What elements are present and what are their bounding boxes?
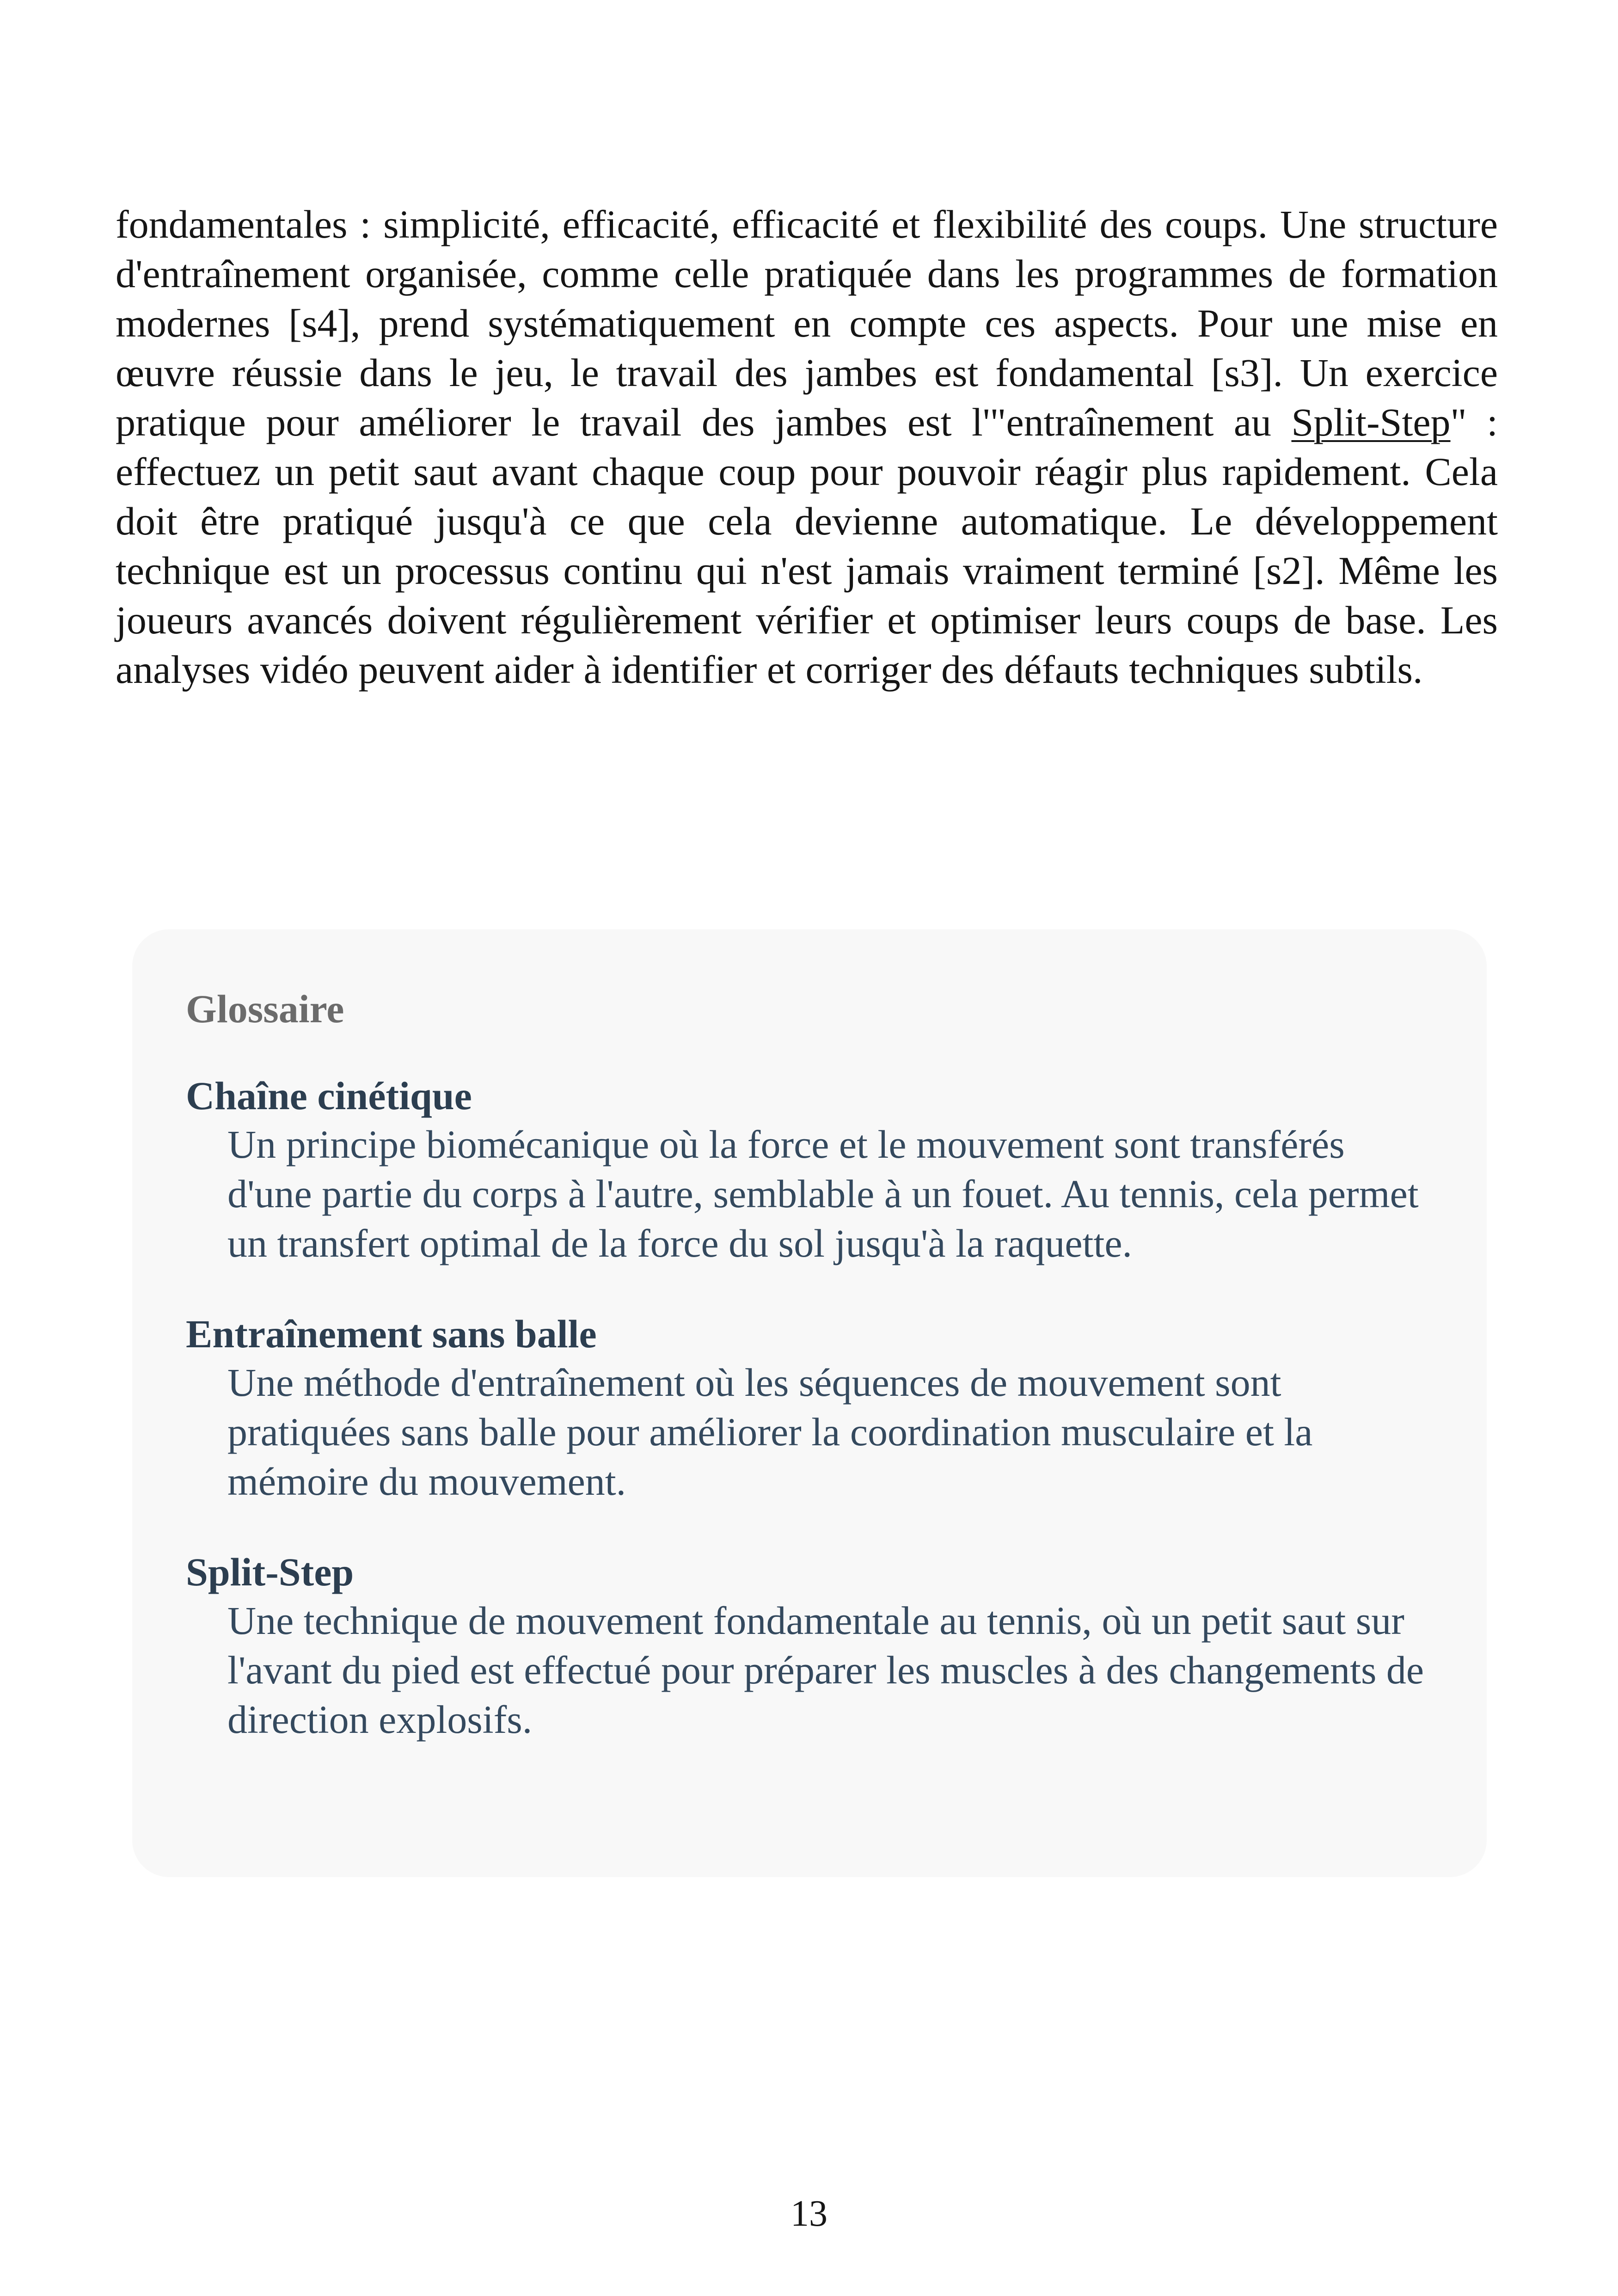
glossary-term: Chaîne cinétique	[186, 1074, 472, 1118]
glossary-entry	[186, 1072, 1431, 1268]
glossary-definition: Une technique de mouvement fondamentale au tennis, où un petit saut sur l'avant du pied est effectué pour préparer les muscles à des changements de direction explosifs.	[227, 1598, 1424, 1742]
glossary-definition: Une méthode d'entraînement où les séquences de mouvement sont pratiquées sans balle pour améliorer la coordination musculaire et la mémoire du mouvement.	[227, 1360, 1313, 1504]
glossary-definition: Un principe biomécanique où la force et le mouvement sont transférés d'une partie du corps à l'autre, semblable à un fouet. Au tennis, cela permet un transfert optimal de la force du sol jusqu'à la raquette.	[227, 1122, 1419, 1265]
body-paragraph	[116, 200, 1498, 694]
glossary-entry	[186, 1548, 1431, 1744]
glossary-title: Glossaire	[186, 987, 344, 1031]
body-text-after-link: " : effectuez un petit saut avant chaque coup pour pouvoir réagir plus rapidement. Cela doit être pratiqué jusqu'à ce que cela devienne automatique. Le développement technique est un processus continu qui n'est jamais vraiment terminé [s2]. Même les joueurs avancés doivent régulièrement vérifier et optimiser leurs coups de base. Les analyses vidéo peuvent aider à identifier et corriger des défauts techniques subtils.	[116, 400, 1498, 692]
glossary-box	[132, 929, 1487, 1877]
glossary-term: Entraînement sans balle	[186, 1312, 597, 1356]
body-text-before-link: fondamentales : simplicité, efficacité, efficacité et flexibilité des coups. Une structure d'entraînement organisée, comme celle pratiquée dans les programmes de formation modernes [s4], prend systématiquement en compte ces aspects. Pour une mise en œuvre réussie dans le jeu, le travail des jambes est fondamental [s3]. Un exercice pratique pour améliorer le travail des jambes est l'"entraînement au	[116, 202, 1498, 444]
page-number: 13	[791, 2193, 827, 2234]
glossary-term: Split-Step	[186, 1550, 354, 1594]
split-step-link[interactable]: Split-Step	[1291, 400, 1451, 444]
glossary-entry	[186, 1310, 1431, 1506]
